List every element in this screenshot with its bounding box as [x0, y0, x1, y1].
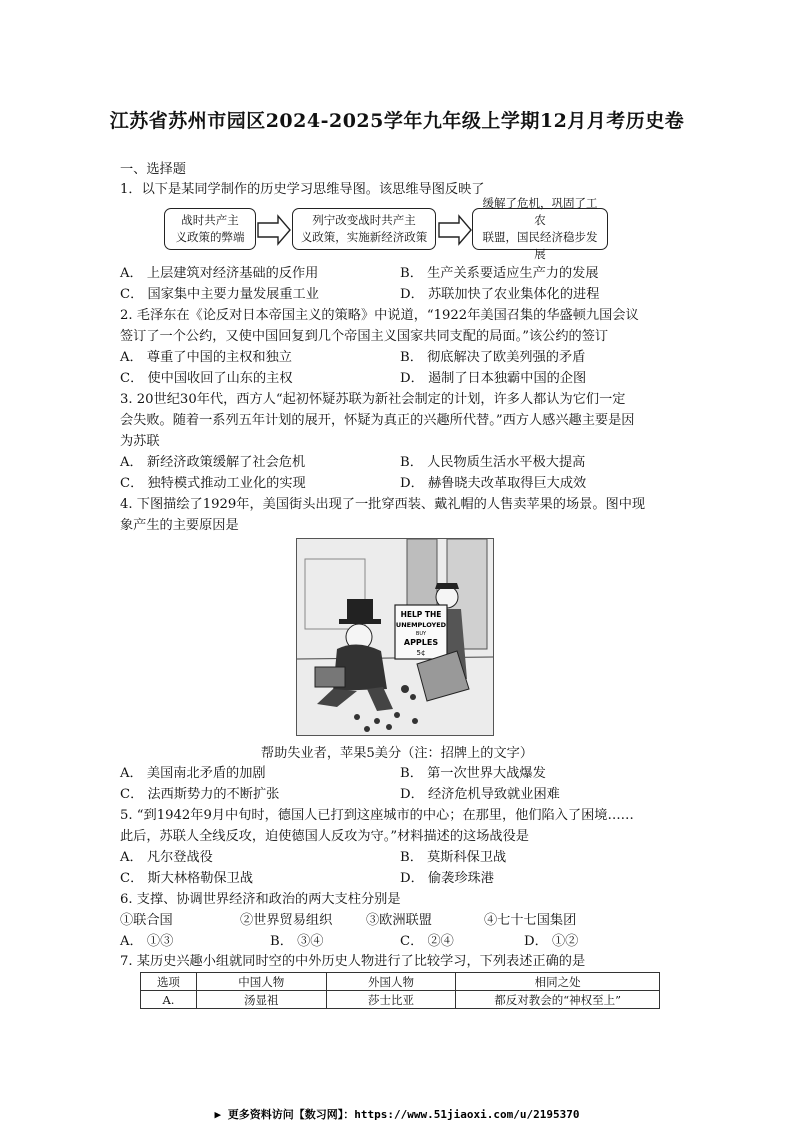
flow-box-3-line2: 联盟，国民经济稳步发展: [482, 230, 598, 261]
q7-comparison-table: [140, 972, 660, 1009]
q6-item-1: ①联合国: [120, 913, 173, 928]
q4-option-b[interactable]: B． 第一次世界大战爆发: [400, 766, 546, 781]
cartoon-caption: 帮助失业者，苹果5美分（注：招牌上的文字）: [260, 746, 534, 761]
q6-item-3: ③欧洲联盟: [366, 913, 432, 928]
q2-stem-line1: 2. 毛泽东在《论反对日本帝国主义的策略》中说道，“1922年美国召集的华盛顿九国会议: [120, 308, 639, 323]
q2-option-a[interactable]: A． 尊重了中国的主权和独立: [120, 350, 292, 365]
table-header-cell: 外国人物: [326, 973, 456, 991]
flow-arrow-2-icon: [437, 214, 473, 246]
apple-seller-cartoon: [296, 538, 494, 736]
sign-line-1: HELP THE: [400, 610, 442, 619]
q4-stem-line2: 象产生的主要原因是: [120, 518, 239, 533]
cartoon-drawing: [297, 539, 493, 735]
q2-option-c[interactable]: C． 使中国收回了山东的主权: [120, 371, 293, 386]
q5-option-d[interactable]: D． 偷袭珍珠港: [400, 871, 494, 886]
flow-box-2: [292, 208, 436, 250]
flow-box-1-line2: 义政策的弊端: [175, 230, 245, 244]
table-header-row: [141, 973, 660, 991]
q5-stem-line1: 5. “到1942年9月中旬时，德国人已打到这座城市的中心；在那里，他们陷入了困境……: [120, 808, 634, 823]
flow-box-3-line1: 缓解了危机，巩固了工农: [482, 196, 598, 227]
q1-flow-diagram: [0, 196, 794, 261]
q4-stem-line1: 4. 下图描绘了1929年，美国街头出现了一批穿西装、戴礼帽的人售卖苹果的场景。图中现: [120, 497, 646, 512]
q1-option-c[interactable]: C． 国家集中主要力量发展重工业: [120, 287, 319, 302]
q2-option-b[interactable]: B． 彻底解决了欧美列强的矛盾: [400, 350, 586, 365]
q5-option-c[interactable]: C． 斯大林格勒保卫战: [120, 871, 253, 886]
q4-option-d[interactable]: D． 经济危机导致就业困难: [400, 787, 560, 802]
q3-option-d[interactable]: D． 赫鲁晓夫改革取得巨大成效: [400, 476, 587, 491]
q2-stem-line2: 签订了一个公约，又使中国回复到几个帝国主义国家共同支配的局面。”该公约的签订: [120, 329, 609, 344]
table-cell: 汤显祖: [196, 991, 326, 1009]
q6-item-2: ②世界贸易组织: [240, 913, 333, 928]
table-header-cell: 中国人物: [196, 973, 326, 991]
table-row: [141, 991, 660, 1009]
q3-stem-line2: 会失败。随着一系列五年计划的展开，怀疑为真正的兴趣所代替。”西方人感兴趣主要是因: [120, 413, 635, 428]
q6-stem: 6. 支撑、协调世界经济和政治的两大支柱分别是: [120, 892, 401, 907]
table-cell: 都反对教会的“神权至上”: [456, 991, 660, 1009]
q1-option-d[interactable]: D． 苏联加快了农业集体化的进程: [400, 287, 600, 302]
q6-option-b[interactable]: B． ③④: [270, 934, 324, 949]
q6-option-d[interactable]: D． ①②: [524, 934, 579, 949]
footer-link[interactable]: ▶ 更多资料访问【数习网】：https://www.51jiaoxi.com/u/2195370: [214, 1108, 580, 1121]
q5-option-a[interactable]: A． 凡尔登战役: [120, 850, 213, 865]
q5-option-b[interactable]: B． 莫斯科保卫战: [400, 850, 507, 865]
q6-item-4: ④七十七国集团: [484, 913, 577, 928]
q3-option-c[interactable]: C． 独特模式推动工业化的实现: [120, 476, 306, 491]
q7-stem: 7. 某历史兴趣小组就同时空的中外历史人物进行了比较学习，下列表述正确的是: [120, 954, 586, 969]
flow-box-2-line2: 义政策，实施新经济政策: [300, 230, 428, 244]
flow-box-1: [164, 208, 256, 250]
q4-option-c[interactable]: C． 法西斯势力的不断扩张: [120, 787, 280, 802]
q3-stem-line1: 3. 20世纪30年代，西方人“起初怀疑苏联为新社会制定的计划，许多人都认为它们一定: [120, 392, 626, 407]
q3-option-a[interactable]: A． 新经济政策缓解了社会危机: [120, 455, 306, 470]
flow-box-2-line1: 列宁改变战时共产主: [312, 213, 416, 227]
table-header-cell: 相同之处: [456, 973, 660, 991]
q3-stem-line3: 为苏联: [120, 434, 160, 449]
q1-option-a[interactable]: A． 上层建筑对经济基础的反作用: [120, 266, 319, 281]
flow-box-3: [472, 196, 608, 261]
q6-option-a[interactable]: A． ①③: [120, 934, 174, 949]
table-cell: 莎士比亚: [326, 991, 456, 1009]
sign-line-3: BUY: [415, 631, 427, 637]
q5-stem-line2: 此后，苏联人全线反攻，迫使德国人反攻为守。”材料描述的这场战役是: [120, 829, 529, 844]
page-title: 江苏省苏州市园区2024-2025学年九年级上学期12月月考历史卷: [109, 110, 685, 132]
q3-option-b[interactable]: B． 人民物质生活水平极大提高: [400, 455, 586, 470]
flow-arrow-1-icon: [256, 214, 292, 246]
section-heading: 一、选择题: [120, 162, 186, 177]
table-header-cell: 选项: [141, 973, 197, 991]
table-cell: A.: [141, 991, 197, 1009]
q4-option-a[interactable]: A． 美国南北矛盾的加剧: [120, 766, 266, 781]
q2-option-d[interactable]: D． 遏制了日本独霸中国的企图: [400, 371, 587, 386]
sign-line-4: APPLES: [403, 638, 439, 647]
sign-line-2: UNEMPLOYED: [395, 621, 447, 629]
q1-stem: 1．以下是某同学制作的历史学习思维导图。该思维导图反映了: [120, 182, 485, 197]
q1-option-b[interactable]: B． 生产关系要适应生产力的发展: [400, 266, 599, 281]
flow-box-1-line1: 战时共产主: [181, 213, 239, 227]
sign-line-5: 5¢: [416, 649, 426, 657]
q6-option-c[interactable]: C． ②④: [400, 934, 454, 949]
